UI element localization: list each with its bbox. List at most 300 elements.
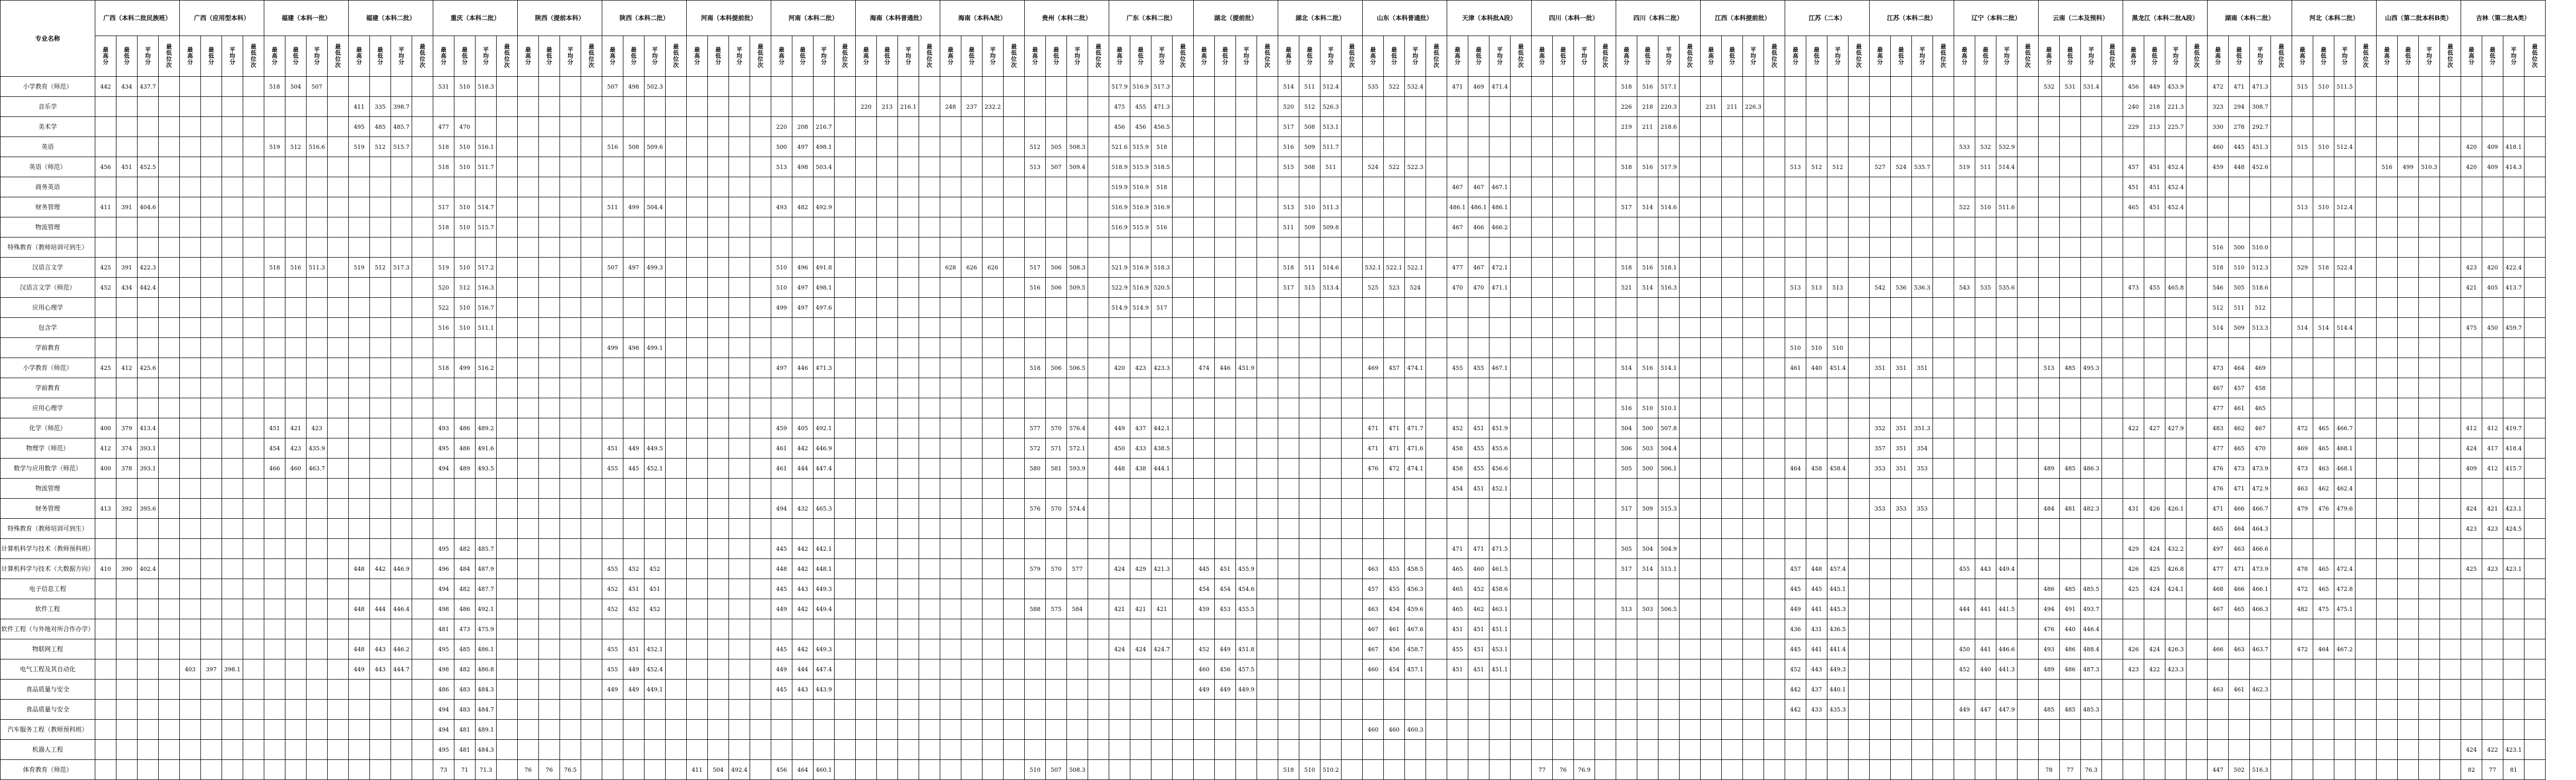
score-cell: [982, 659, 1004, 680]
score-cell: [1088, 418, 1109, 438]
score-cell: [1004, 418, 1025, 438]
score-cell: [2292, 760, 2313, 780]
score-cell: [729, 479, 750, 499]
score-cell: [433, 97, 454, 117]
score-cell: [1363, 197, 1384, 217]
score-cell: [1405, 479, 1426, 499]
score-cell: [497, 459, 518, 479]
score-cell: [1954, 519, 1975, 539]
score-cell: [201, 318, 222, 338]
table-row: [1, 398, 2546, 418]
score-cell: [729, 97, 750, 117]
score-cell: [1194, 720, 1215, 740]
score-cell: [2123, 438, 2144, 459]
score-cell: 458.4: [1827, 459, 1849, 479]
score-cell: [2419, 177, 2440, 197]
score-cell: 445: [1785, 579, 1806, 599]
score-cell: [1574, 157, 1595, 177]
score-cell: 425.6: [138, 358, 159, 378]
score-cell: [1849, 720, 1870, 740]
score-cell: [2060, 378, 2081, 398]
score-cell: [2060, 298, 2081, 318]
score-cell: 451: [602, 438, 623, 459]
score-cell: [1046, 217, 1067, 238]
subheader-cell: [2060, 36, 2081, 77]
score-cell: [1236, 318, 1257, 338]
score-cell: [1849, 258, 1870, 278]
score-cell: [898, 659, 919, 680]
score-cell: [1722, 700, 1743, 720]
score-cell: [708, 579, 729, 599]
score-cell: 510: [454, 298, 476, 318]
score-cell: [2081, 137, 2102, 157]
score-cell: [1933, 519, 1954, 539]
score-cell: [2081, 720, 2102, 740]
score-cell: 577: [1025, 418, 1046, 438]
score-cell: 431: [2123, 499, 2144, 519]
score-cell: [1849, 157, 1870, 177]
score-cell: 421: [1130, 599, 1151, 619]
score-cell: [2081, 258, 2102, 278]
score-cell: [1553, 619, 1574, 639]
score-cell: 481: [2060, 499, 2081, 519]
province-header: 广西（本科二批民族班）: [95, 1, 180, 36]
score-cell: [1257, 318, 1278, 338]
score-cell: [370, 539, 391, 559]
score-cell: 449.4: [1996, 559, 2018, 579]
score-cell: [602, 298, 623, 318]
score-cell: 449: [771, 659, 792, 680]
score-cell: [982, 338, 1004, 358]
score-cell: [1088, 700, 1109, 720]
score-cell: [539, 117, 560, 137]
score-cell: 495: [433, 740, 454, 760]
score-cell: 473.9: [2250, 559, 2271, 579]
score-cell: [919, 258, 940, 278]
major-name: 包含学: [1, 318, 95, 338]
score-cell: [2187, 137, 2208, 157]
score-cell: [2503, 539, 2524, 559]
score-cell: [2461, 680, 2482, 700]
score-cell: [2503, 639, 2524, 659]
score-cell: 518: [1025, 358, 1046, 378]
subheader-label: 最低分: [1391, 46, 1397, 65]
score-cell: 229: [2123, 117, 2144, 137]
score-cell: [1426, 358, 1447, 378]
score-cell: [2165, 479, 2187, 499]
score-cell: [2102, 619, 2123, 639]
score-cell: 518: [433, 157, 454, 177]
score-cell: 507.8: [1658, 418, 1680, 438]
score-cell: 452.1: [645, 459, 666, 479]
score-cell: [1025, 398, 1046, 418]
score-cell: 447.4: [814, 459, 835, 479]
score-cell: [2060, 479, 2081, 499]
score-cell: [1785, 499, 1806, 519]
score-cell: [2355, 318, 2377, 338]
score-cell: 421: [285, 418, 307, 438]
score-cell: 497.6: [814, 298, 835, 318]
score-cell: [497, 559, 518, 579]
score-cell: [1468, 760, 1489, 780]
score-cell: [1827, 479, 1849, 499]
score-cell: 512: [1025, 137, 1046, 157]
subheader-label: 平均分: [1412, 46, 1418, 65]
subheader-label: 平均分: [145, 46, 151, 65]
score-cell: [180, 680, 201, 700]
score-cell: 440: [1806, 358, 1827, 378]
score-cell: [1342, 358, 1363, 378]
score-cell: [243, 278, 264, 298]
score-cell: [2461, 579, 2482, 599]
score-cell: [1933, 680, 1954, 700]
score-cell: [750, 97, 771, 117]
score-cell: 509.6: [645, 137, 666, 157]
score-cell: 520.5: [1151, 278, 1173, 298]
score-cell: 532.9: [1996, 137, 2018, 157]
table-row: [1, 258, 2546, 278]
score-cell: 462.4: [2334, 479, 2355, 499]
score-cell: [1827, 499, 1849, 519]
score-cell: [1236, 438, 1257, 459]
score-cell: [1891, 258, 1912, 278]
score-cell: [1722, 639, 1743, 659]
score-cell: [645, 358, 666, 378]
score-cell: [1785, 519, 1806, 539]
score-cell: [1236, 238, 1257, 258]
score-cell: [138, 117, 159, 137]
score-cell: [982, 479, 1004, 499]
score-cell: 489: [454, 459, 476, 479]
score-cell: [814, 238, 835, 258]
score-cell: [1975, 438, 1996, 459]
score-cell: [1109, 619, 1130, 639]
score-cell: 417: [2482, 438, 2503, 459]
score-cell: 225.7: [2165, 117, 2187, 137]
score-cell: [1553, 720, 1574, 740]
score-cell: [961, 740, 982, 760]
score-cell: [2355, 479, 2377, 499]
score-cell: [2461, 358, 2482, 378]
score-cell: [2271, 720, 2292, 740]
score-cell: [2081, 177, 2102, 197]
score-cell: [2229, 700, 2250, 720]
score-cell: [560, 680, 581, 700]
score-cell: [877, 318, 898, 338]
score-cell: [1088, 398, 1109, 418]
score-cell: 353: [1912, 499, 1933, 519]
subheader-cell: [201, 36, 222, 77]
score-cell: [1004, 217, 1025, 238]
score-cell: [982, 278, 1004, 298]
score-cell: 471: [2229, 479, 2250, 499]
subheader-cell: [1342, 36, 1363, 77]
score-cell: 516.2: [476, 358, 497, 378]
subheader-cell: [391, 36, 412, 77]
score-cell: [116, 659, 138, 680]
score-cell: [1278, 659, 1299, 680]
score-cell: [1236, 137, 1257, 157]
score-cell: [2503, 579, 2524, 599]
score-cell: [201, 479, 222, 499]
table-row: [1, 298, 2546, 318]
score-cell: [1363, 97, 1384, 117]
score-cell: [454, 238, 476, 258]
score-cell: [2398, 680, 2419, 700]
score-cell: [264, 760, 285, 780]
score-cell: 441: [1975, 599, 1996, 619]
score-cell: [1046, 318, 1067, 338]
score-cell: [1109, 398, 1130, 418]
score-cell: [1194, 318, 1215, 338]
score-cell: [1574, 680, 1595, 700]
score-cell: [1912, 559, 1933, 579]
score-cell: 474.1: [1405, 459, 1426, 479]
score-cell: 467: [1447, 177, 1468, 197]
score-cell: [1299, 459, 1320, 479]
score-cell: [1891, 740, 1912, 760]
score-cell: [1553, 639, 1574, 659]
score-cell: [2461, 298, 2482, 318]
score-cell: [2482, 117, 2503, 137]
score-cell: [1743, 197, 1764, 217]
score-cell: [1616, 238, 1637, 258]
score-cell: 508.3: [1067, 760, 1088, 780]
score-cell: [2292, 720, 2313, 740]
score-cell: [2123, 378, 2144, 398]
score-cell: [602, 217, 623, 238]
score-cell: [285, 338, 307, 358]
score-cell: [1088, 137, 1109, 157]
score-cell: [1849, 338, 1870, 358]
score-cell: [370, 680, 391, 700]
score-cell: [1722, 680, 1743, 700]
score-cell: [1743, 258, 1764, 278]
score-cell: [666, 197, 687, 217]
score-cell: 531.4: [2081, 77, 2102, 97]
score-cell: [2503, 197, 2524, 217]
score-cell: 510: [2313, 197, 2334, 217]
subheader-cell: [1891, 36, 1912, 77]
score-cell: 479.6: [2334, 499, 2355, 519]
score-cell: [940, 217, 961, 238]
score-cell: [1743, 238, 1764, 258]
score-cell: 476: [2313, 499, 2334, 519]
score-cell: [814, 77, 835, 97]
score-cell: [2271, 278, 2292, 298]
score-cell: 532.1: [1363, 258, 1384, 278]
score-cell: 457: [2123, 157, 2144, 177]
score-cell: [961, 278, 982, 298]
score-cell: 504.4: [1658, 438, 1680, 459]
score-cell: [2165, 398, 2187, 418]
score-cell: [666, 579, 687, 599]
score-cell: [1257, 720, 1278, 740]
score-cell: [349, 298, 370, 318]
score-cell: 472: [2292, 418, 2313, 438]
table-row: [1, 639, 2546, 659]
score-cell: [2313, 177, 2334, 197]
score-cell: 457.5: [1236, 659, 1257, 680]
subheader-label: 最低分: [1645, 46, 1651, 65]
score-cell: [1215, 519, 1236, 539]
score-cell: [1680, 499, 1701, 519]
score-cell: 455: [2144, 278, 2165, 298]
score-cell: 471: [1447, 77, 1468, 97]
score-cell: 457: [1363, 579, 1384, 599]
score-cell: [328, 77, 349, 97]
score-cell: 451: [1468, 619, 1489, 639]
subheader-cell: [243, 36, 264, 77]
score-cell: [814, 740, 835, 760]
score-cell: [328, 97, 349, 117]
score-cell: [1363, 137, 1384, 157]
score-cell: [222, 197, 243, 217]
score-cell: 485: [370, 117, 391, 137]
score-cell: [2398, 418, 2419, 438]
score-cell: [835, 438, 856, 459]
score-cell: [1215, 298, 1236, 318]
score-cell: [729, 659, 750, 680]
score-cell: [307, 117, 328, 137]
score-cell: [2334, 378, 2355, 398]
score-cell: [1067, 318, 1088, 338]
score-cell: [687, 700, 708, 720]
score-cell: 476: [2208, 459, 2229, 479]
score-cell: [1743, 318, 1764, 338]
score-cell: 463: [2292, 479, 2313, 499]
score-cell: [961, 619, 982, 639]
score-cell: [2102, 157, 2123, 177]
score-cell: [1954, 539, 1975, 559]
score-cell: [2377, 740, 2398, 760]
score-cell: [412, 639, 433, 659]
score-cell: [2229, 619, 2250, 639]
score-cell: [666, 539, 687, 559]
score-cell: [1151, 579, 1173, 599]
score-cell: [1975, 720, 1996, 740]
score-cell: 514.9: [1130, 298, 1151, 318]
score-cell: 469: [1468, 77, 1489, 97]
score-cell: 484.7: [476, 700, 497, 720]
score-cell: [750, 358, 771, 378]
score-cell: [2081, 318, 2102, 338]
score-cell: [1701, 499, 1722, 519]
score-cell: 574.4: [1067, 499, 1088, 519]
subheader-label: 最低位次: [1771, 43, 1777, 69]
score-cell: [1870, 579, 1891, 599]
score-cell: 485: [2060, 358, 2081, 378]
score-cell: [201, 720, 222, 740]
score-cell: [201, 579, 222, 599]
score-cell: [2440, 378, 2461, 398]
score-cell: [243, 740, 264, 760]
score-cell: 424: [1109, 639, 1130, 659]
score-cell: 516.9: [1130, 177, 1151, 197]
score-cell: 509.5: [1067, 278, 1088, 298]
subheader-label: 最低位次: [1349, 43, 1355, 69]
score-cell: [1511, 77, 1532, 97]
score-cell: 463: [2208, 680, 2229, 700]
score-cell: [391, 378, 412, 398]
score-cell: [1405, 740, 1426, 760]
score-cell: [2102, 700, 2123, 720]
subheader-label: 最高分: [2299, 46, 2306, 65]
score-cell: [1975, 298, 1996, 318]
score-cell: [2039, 117, 2060, 137]
score-cell: [1384, 479, 1405, 499]
score-cell: [1827, 418, 1849, 438]
score-cell: [2102, 438, 2123, 459]
score-cell: [518, 459, 539, 479]
score-cell: [708, 619, 729, 639]
score-cell: [518, 197, 539, 217]
score-cell: [1553, 740, 1574, 760]
score-cell: [412, 579, 433, 599]
score-cell: [1574, 177, 1595, 197]
subheader-cell: [1975, 36, 1996, 77]
score-cell: 503: [1637, 438, 1658, 459]
score-cell: 509: [1299, 217, 1320, 238]
score-cell: [1405, 238, 1426, 258]
score-cell: [2440, 680, 2461, 700]
score-cell: 448: [349, 639, 370, 659]
score-cell: [1130, 700, 1151, 720]
score-cell: [391, 217, 412, 238]
score-cell: [1447, 519, 1468, 539]
score-cell: 354: [1912, 438, 1933, 459]
score-cell: [180, 700, 201, 720]
score-cell: 471.3: [1151, 97, 1173, 117]
subheader-cell: [2482, 36, 2503, 77]
score-cell: 458: [1447, 459, 1468, 479]
score-cell: 491.8: [814, 258, 835, 278]
score-cell: [1151, 519, 1173, 539]
score-cell: [1088, 117, 1109, 137]
score-cell: [243, 559, 264, 579]
score-cell: [1173, 459, 1194, 479]
score-cell: [349, 278, 370, 298]
score-cell: 482: [792, 197, 814, 217]
score-cell: [1912, 238, 1933, 258]
subheader-label: 最高分: [1032, 46, 1038, 65]
score-cell: [2208, 740, 2229, 760]
score-cell: [518, 559, 539, 579]
score-cell: [1257, 238, 1278, 258]
score-cell: [2419, 278, 2440, 298]
score-cell: 511: [2229, 298, 2250, 318]
score-cell: 421: [2482, 499, 2503, 519]
subheader-label: 平均分: [1666, 46, 1672, 65]
score-cell: [666, 418, 687, 438]
score-cell: [1595, 680, 1616, 700]
score-cell: [2355, 258, 2377, 278]
score-cell: [1151, 479, 1173, 499]
score-cell: 458.6: [1489, 579, 1511, 599]
score-cell: [1067, 378, 1088, 398]
major-name: 电气工程及其自动化: [1, 659, 95, 680]
score-cell: [2419, 338, 2440, 358]
score-cell: [1342, 117, 1363, 137]
score-cell: [201, 438, 222, 459]
score-cell: [1891, 700, 1912, 720]
score-cell: [1320, 398, 1342, 418]
score-cell: [1426, 639, 1447, 659]
score-cell: [1743, 298, 1764, 318]
score-cell: [1553, 157, 1574, 177]
score-cell: 420: [2482, 258, 2503, 278]
score-cell: 464: [2313, 639, 2334, 659]
